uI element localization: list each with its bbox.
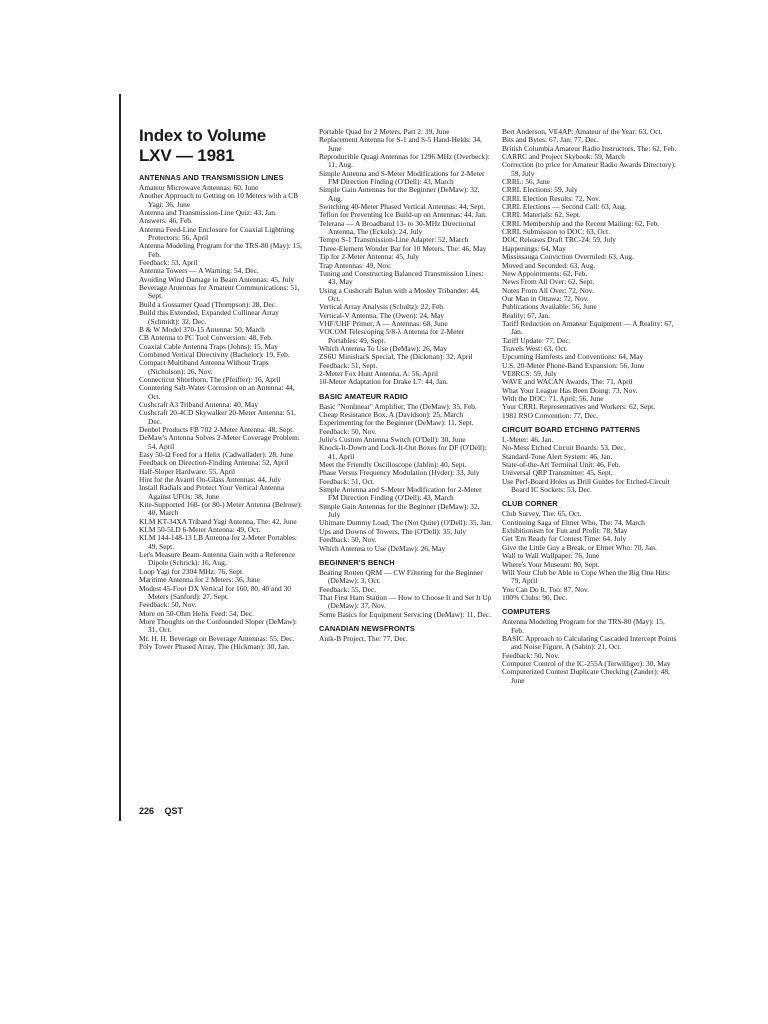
index-entry: KLM 50-5LD 6-Meter Antenna: 49, Oct. <box>139 525 261 535</box>
index-entry: Portable Quad for 2 Meters, Part 2: 39, June <box>319 127 450 136</box>
index-entry: Vertical Array Analysis (Schultz): 22, Feb. <box>319 302 445 312</box>
index-entry: What Your League Has Been Doing: 73, Nov. <box>502 385 638 395</box>
index-entry: CRRL Elections — Second Call: 63, Aug. <box>502 202 627 212</box>
index-entry: Publications Available: 56, June <box>502 302 597 312</box>
index-entry: ZS6U Minishack Special, The (Dickman): 32, April <box>319 352 473 362</box>
index-entry: Avoiding Wind Damage to Beam Antennas: 45, July <box>139 274 295 284</box>
index-entry: Teflon for Preventing Ice Build-up on Antennas: 44, Jan. <box>319 210 487 220</box>
index-entry: Feedback: 53, April <box>139 258 198 268</box>
index-entry: Your CRRL Representatives and Workers: 62, Sept. <box>502 402 656 412</box>
index-entry: Julie's Custom Antenna Switch (O'Dell): 30, June <box>319 435 466 445</box>
index-entry: No-Mess Etched Circuit Boards: 53, Dec. <box>502 443 626 453</box>
section-heading: CANADIAN NEWSFRONTS <box>319 623 415 633</box>
index-entry: Where's Your Museum: 80, Sept. <box>502 559 600 569</box>
index-entry: Antenna Modeling Program for the TRS-80 (May): 15, Feb. <box>502 617 665 635</box>
index-entry: KLM KT-34XA Triband Yagi Antenna, The: 42, June <box>139 516 297 526</box>
title-line-2: LXV — 1981 <box>139 146 235 165</box>
index-entry: Install Radials and Protect Your Vertical Antenna Against UFOs: 38, June <box>139 483 284 501</box>
index-entry: Denbel Products FB 702 2-Meter Antenna: 48, Sept. <box>139 424 294 434</box>
index-entry: Tempo S-1 Transmission-Line Adapter: 52, March <box>319 235 469 245</box>
index-entry: DeMaw's Antenna Solves 2-Meter Coverage Problem: 54, April <box>139 433 300 451</box>
index-entry: British Columbia Amateur Radio Instructors, The: 62, Feb. <box>502 143 677 153</box>
index-entry: 2-Meter Fox Hunt Antenna, A: 56, April <box>319 368 439 378</box>
index-entry: Three-Element Wonder Bar for 10 Meters, The: 46, May <box>319 243 487 253</box>
section-heading: BASIC AMATEUR RADIO <box>319 391 408 401</box>
index-entry: Modest 45-Foot DX Vertical for 160, 80, 40 and 30 Meters (Sanford): 27, Sept. <box>139 583 291 601</box>
index-entry: Simple Antenna and S-Meter Modification for 2-Meter FM Direction Finding (O'Dell): 43, March <box>319 485 482 503</box>
index-entry: BASIC Approach to Calculating Cascaded Intercept Points and Noise Figure, A (Sabin): 21, Oct. <box>502 633 677 652</box>
index-entry: Using a Cushcraft Balun with a Mosley Tribander: 44, Oct. <box>319 285 480 303</box>
index-entry: Give the Little Guy a Break, or Elmer Who: 70, Jan. <box>502 542 657 552</box>
index-entry: Combined Vertical Directivity (Bachelor): 19, Feb. <box>139 349 290 359</box>
page-footer <box>139 806 191 816</box>
index-entry: Experimenting for the Beginner (DeMaw): 11, Sept. <box>319 418 474 428</box>
index-entry: More on 50-Ohm Helix Feed: 54, Dec. <box>139 608 254 618</box>
index-entry: Hint for the Avanti On-Glass Antennas: 44, July <box>139 475 281 485</box>
index-entry: Moved and Seconded: 63, Aug. <box>502 260 596 270</box>
index-entry: Simple Gain Antennas for the Beginner (DeMaw): 32, Aug. <box>319 185 480 203</box>
index-entry: Antenna and Transmission-Line Quiz: 43, Jan. <box>139 208 277 218</box>
index-entry: Wall to Wall Wallpaper: 76, June <box>502 551 600 561</box>
section-heading: CLUB CORNER <box>502 499 558 509</box>
index-entry: Vertical-V Antenna, The (Owen): 24, May <box>319 310 445 320</box>
index-entry: U.S. 20-Meter Phone-Band Expansion: 56, June <box>502 360 645 370</box>
index-entry: Which Antenna to Use (DeMaw): 26, May <box>319 543 446 553</box>
index-entry: VHF/UHF Primer, A — Antennas: 68, June <box>319 318 448 328</box>
index-entry: Notes From All Over: 72, Nov. <box>502 285 594 295</box>
index-entry: Feedback: 50, Nov. <box>319 426 377 436</box>
index-entry: CARRC and Project Skybook: 59, March <box>502 152 625 162</box>
index-entry: Beverage Antennas for Amateur Communications: 51, Sept. <box>139 283 300 301</box>
qst-logo: QST <box>164 806 184 816</box>
index-entry: Switching 40-Meter Phased Vertical Antennas: 44, Sept. <box>319 202 486 212</box>
index-entry: Computerized Contest Duplicate Checking (Zander): 48, June <box>502 667 670 685</box>
index-entry: Feedback: 50, Nov. <box>502 650 560 660</box>
index-entry: 1981 RSO Convention: 77, Dec. <box>502 410 599 420</box>
index-entry: State-of-the-Art Terminal Unit: 46, Feb. <box>502 460 621 470</box>
index-entry: DOC Releases Draft TRC-24: 59, July <box>502 235 616 245</box>
index-entry: 10-Meter Adaptation for Drake L7: 44, Jan. <box>319 377 448 387</box>
index-entry: Use Perf-Board Holes as Drill Guides for Etched-Circuit Board IC Sockets: 53, Dec. <box>502 476 670 495</box>
section-heading: COMPUTERS <box>502 607 551 617</box>
index-entry: Travels West: 63, Oct. <box>502 343 568 353</box>
index-entry: Feedback: 51, Oct. <box>319 476 375 486</box>
title-line-1: Index to Volume <box>139 126 267 145</box>
index-entry: Cushcraft 20-4CD Skywalker 20-Meter Antenna: 51, Dec. <box>139 408 296 426</box>
index-entry: Will Your Club be Able to Cope When the Big One Hits: 79, April <box>502 567 670 586</box>
index-column-3 <box>502 128 677 685</box>
index-entry: Tariff Update: 77, Dec. <box>502 335 571 345</box>
index-entry: Reality: 67, Jan. <box>502 310 551 320</box>
index-entry: Tip for 2-Meter Antenna: 45, July <box>319 252 419 262</box>
index-entry: CRRL Materials: 62, Sept. <box>502 210 581 220</box>
index-entry: Standard-Tone Alert System: 46, Jan. <box>502 451 613 461</box>
index-entry: Mississauga Conviction Overruled: 63, Aug. <box>502 252 634 262</box>
index-entry: More Thoughts on the Confounded Sloper (DeMaw): 31, Oct. <box>139 616 297 635</box>
section-heading: ANTENNAS AND TRANSMISSION LINES <box>139 173 284 182</box>
index-entry: Tuning and Constructing Balanced Transmission Lines: 43, May <box>319 268 484 287</box>
index-entry: 100% Clubs: 90, Dec. <box>502 592 568 602</box>
page-number: 226 <box>139 806 155 816</box>
index-column-2 <box>319 128 492 643</box>
index-entry: Compact Multiband Antenna Without Traps (Nicholson): 26, Nov. <box>139 358 269 376</box>
index-entry: Loop Yagi for 2304 MHz: 76, Sept. <box>139 566 244 576</box>
index-entry: Simple Antenna and S-Meter Modifications for 2-Meter FM Direction Finding (O'Dell): 43, March <box>319 168 485 187</box>
index-entry: Correction (to price for Amateur Radio Awards Directory): 59, July <box>502 160 676 178</box>
index-entry: Continuing Saga of Elmer Who, The: 74, March <box>502 517 645 527</box>
index-entry: L-Meter: 46, Jan. <box>502 435 554 445</box>
index-entry: Let's Measure Beam-Antenna Gain with a Reference Dipole (Schrick): 16, Aug. <box>139 550 296 568</box>
index-entry: Feedback: 51, Sept. <box>319 360 378 370</box>
index-entry: Ultimate Dummy Load, The (Not Quite) (O'Dell): 35, Jan. <box>319 518 492 528</box>
index-entry: Kite-Supported 160- (or 80-) Meter Antenna (Belrose): 40, March <box>139 500 302 518</box>
index-entry: Universal QRP Transmitter: 45, Sept. <box>502 468 613 478</box>
index-entry: Feedback on Direction-Finding Antenna: 52, April <box>139 458 289 468</box>
index-entry: CRRL Membership and the Recent Mailing: 62, Feb. <box>502 218 660 228</box>
page-title <box>139 126 305 166</box>
index-entry: Bits and Bytes: 67, Jan; 77, Dec. <box>502 135 599 145</box>
index-entry: Antenna Feed-Line Enclosure for Coaxial Lightning Protectors: 56, April <box>139 224 294 243</box>
index-entry: Computer Control of the IC-255A (Terwilliger): 30, May <box>502 658 671 668</box>
index-entry: CRRL Election Results: 72, Nov. <box>502 193 601 203</box>
index-entry: CRRL Submission to DOC: 63, Oct. <box>502 227 610 237</box>
index-entry: Connecticut Shorthorn, The (Pfeiffer): 16, April <box>139 374 281 384</box>
index-entry: Easy 50-Ω Feed for a Helix (Cadwallader): 28, June <box>139 450 294 459</box>
index-entry: B & W Model 370-15 Antenna: 50, March <box>139 324 265 334</box>
index-entry: Ups and Downs of Towers, The (O'Dell): 35, July <box>319 526 467 536</box>
index-entry: Trap Antennas: 49, Nov. <box>319 260 392 270</box>
index-entry: VOCOM Telescoping 5/8-λ Antenna for 2-Meter Portables: 49, Sept. <box>319 327 465 345</box>
index-entry: Answers: 46, Feb. <box>139 216 193 226</box>
index-entry: Upcoming Hamfests and Conventions: 64, May <box>502 352 644 362</box>
index-entry: Get 'Em Ready for Contest Time: 64, July <box>502 534 627 544</box>
index-entry: Beating Rotten QRM — CW Filtering for the Beginner (DeMaw): 3, Oct. <box>319 567 483 586</box>
index-entry: Happenings: 64, May <box>502 243 566 253</box>
index-entry: Cheap Resistance Box, A (Davidson): 25, March <box>319 410 464 419</box>
index-entry: CRRL: 56, June <box>502 177 550 187</box>
index-entry: CB Antenna to PC Tool Conversion: 48, Feb. <box>139 333 273 343</box>
index-entry: WAVE and WACAN Awards, The: 71, April <box>502 377 633 387</box>
index-entry: Half-Sloper Hardware: 55, April <box>139 466 236 476</box>
index-entry: Anik-B Project, The: 77, Dec. <box>319 633 408 643</box>
index-entry: Poly Tower Phased Array, The (Hickman): 30, Jan. <box>139 641 290 651</box>
index-entry: Telerana — A Broadband 13- to 30-MHz Directional Antenna, The (Eckols): 24, July <box>319 218 476 237</box>
index-entry: KLM 144-148-13 LB Antenna for 2-Meter Portables: 49, Sept. <box>139 533 298 551</box>
index-entry: CRRL Elections: 59, July <box>502 185 578 195</box>
index-entry: Countering Salt-Water Corrosion on an Antenna: 44, Oct. <box>139 383 295 401</box>
index-entry: Mr. H. H. Beverage on Beverage Antennas: 55, Dec. <box>139 633 295 643</box>
index-entry: New Appointments: 62, Feb. <box>502 268 588 278</box>
index-entry: Another Approach to Getting on 10 Meters with a CB Yagi: 36, June <box>139 191 299 209</box>
index-entry: Reproducible Quagi Antennas for 1296 MHz (Overbeck): 11, Aug. <box>319 152 490 170</box>
index-entry: VE8RCS: 59, July <box>502 368 557 378</box>
index-entry: Bert Anderson, VE4AP: Amateur of the Year: 63, Oct. <box>502 127 663 136</box>
index-entry: Tariff Reduction on Amateur Equipment — A Reality: 67, Jan. <box>502 318 674 337</box>
margin-rule <box>119 94 121 821</box>
index-column-1 <box>139 126 305 651</box>
index-entry: Cushcraft A3 Triband Antenna: 40, May <box>139 399 259 409</box>
index-entry: Feedback: 55, Dec. <box>319 584 377 594</box>
index-entry: Basic "Nonlinear" Amplifier, The (DeMaw): 35, Feb. <box>319 401 477 411</box>
index-entry: With the DOC: 71, April; 56, June <box>502 394 604 403</box>
index-entry: Some Basics for Equipment Servicing (DeMaw): 11, Dec. <box>319 609 491 619</box>
index-entry: News From All Over: 62, Sept. <box>502 277 595 287</box>
index-entry: You Can Do It, Too: 87, Nov. <box>502 584 590 594</box>
index-entry: Our Man in Ottawa: 72, Nov. <box>502 293 589 303</box>
index-entry: Knock-It-Down and Lock-It-Out Boxes for DF (O'Dell): 41, April <box>319 443 487 461</box>
index-entry: Antenna Towers — A Warning: 54, Dec. <box>139 266 259 276</box>
index-entry: Simple Gain Antennas for the Beginner (DeMaw): 32, July <box>319 501 480 520</box>
index-entry: Build a Gossamer Quad (Thompson): 28, Dec. <box>139 299 277 309</box>
index-entry: Club Survey, The: 65, Oct. <box>502 509 582 519</box>
index-entry: Phase Versus Frequency Modulation (Hyder): 33, July <box>319 468 480 478</box>
index-entry: Which Antenna To Use (DeMaw): 26, May <box>319 343 448 353</box>
index-entry: Coaxial Cable Antenna Traps (Johns): 15, May <box>139 341 278 351</box>
index-entry: Maritime Antenna for 2 Meters: 36, June <box>139 575 260 585</box>
index-entry: Amateur Microwave Antennas: 60, June <box>139 183 259 192</box>
index-entry: That First Ham Station — How to Choose It and Set It Up (DeMaw): 37, Nov. <box>319 592 492 611</box>
section-heading: CIRCUIT BOARD ETCHING PATTERNS <box>502 425 641 435</box>
index-entry: Meet the Friendly Oscilloscope (Jablin): 40, Sept. <box>319 460 467 470</box>
section-heading: BEGINNER'S BENCH <box>319 557 395 567</box>
index-entry: Feedback: 50, Nov. <box>319 535 377 545</box>
index-entry: Feedback: 50, Nov. <box>139 600 197 610</box>
index-entry: Build this Extended, Expanded Collinear Array (Schmidt): 32, Dec. <box>139 308 279 326</box>
index-entry: Exhibitionism for Fun and Profit: 78, May <box>502 526 628 536</box>
index-entry: Replacement Antenna for S-1 and S-5 Hand-Helds: 34, June <box>319 135 482 153</box>
index-entry: Antenna Modeling Program for the TRS-80 (May): 15, Feb. <box>139 241 302 259</box>
